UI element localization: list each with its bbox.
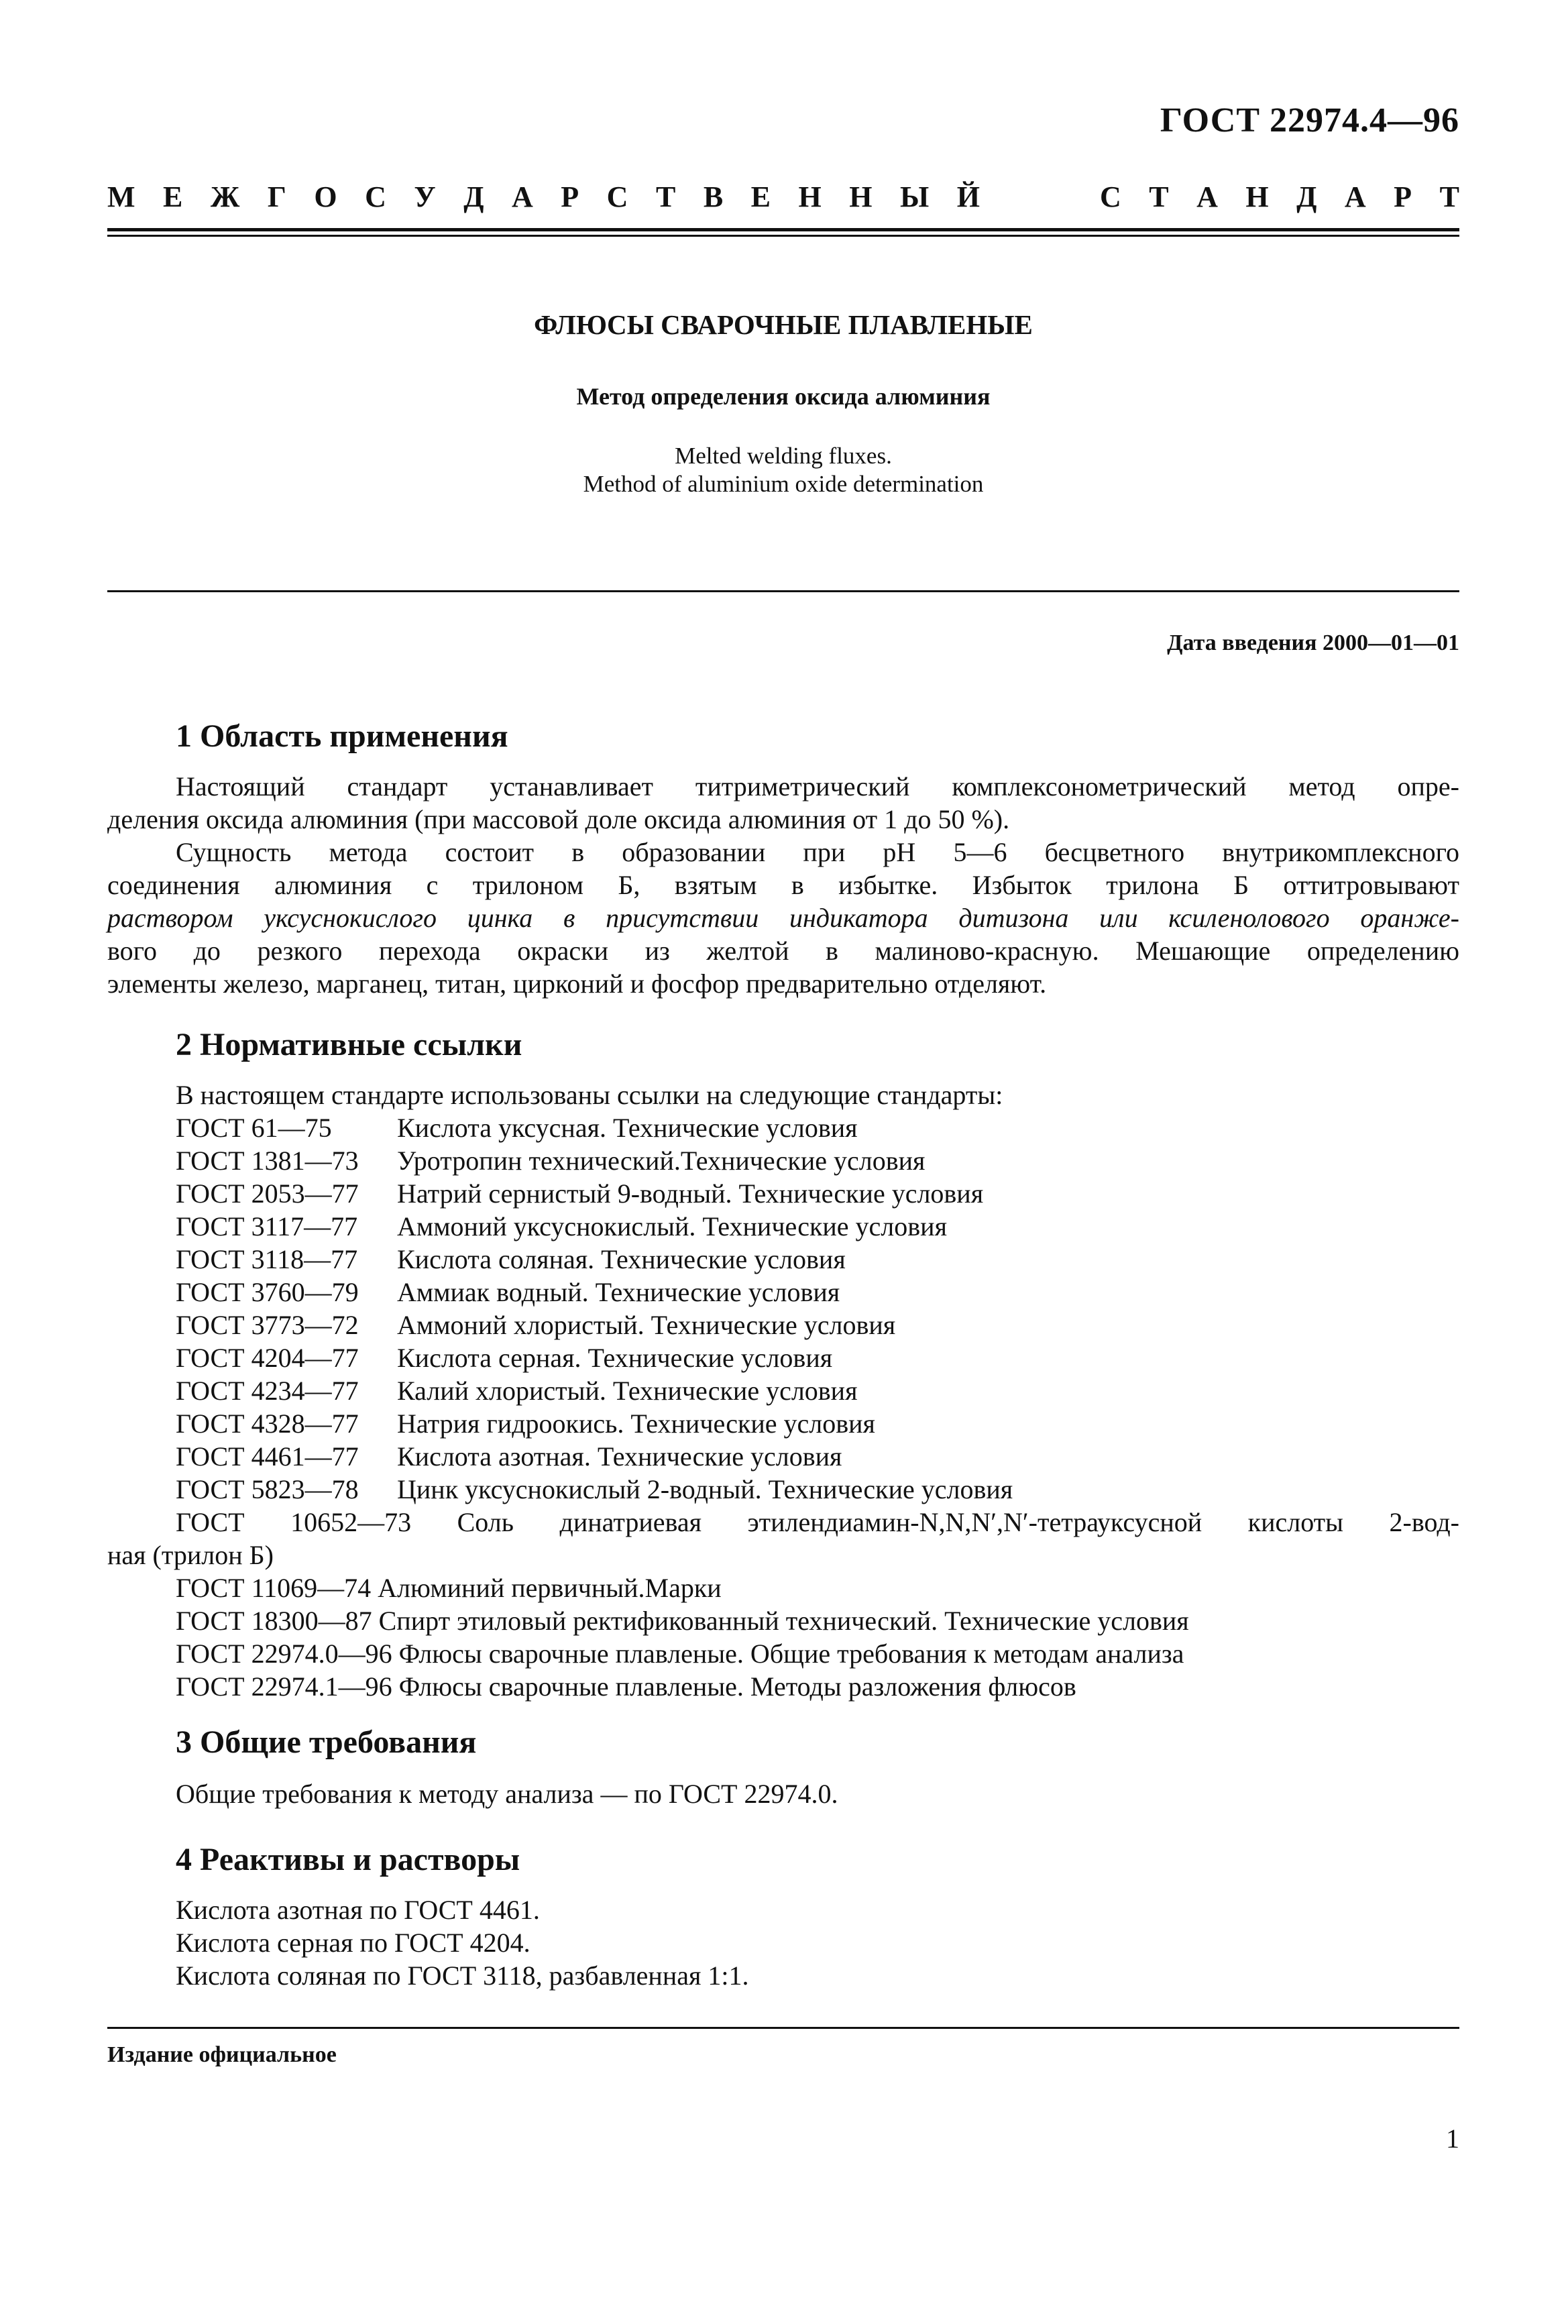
reference-item: ГОСТ 22974.0—96 Флюсы сварочные плавленые. Общие требования к методам анализа — [176, 1639, 1184, 1669]
section-2-title: 2 Нормативные ссылки — [176, 1027, 522, 1062]
reference-title: Калий хлористый. Технические условия — [397, 1376, 858, 1406]
reference-item — [176, 1440, 842, 1473]
heading-letter: С — [365, 180, 386, 213]
reference-title: Кислота серная. Технические условия — [397, 1343, 833, 1373]
reference-title: Цинк уксуснокислый 2-водный. Технические условия — [397, 1474, 1013, 1504]
title-rule — [107, 590, 1459, 592]
reference-item: ГОСТ 11069—74 Алюминий первичный.Марки — [176, 1573, 722, 1603]
page-number: 1 — [1446, 2123, 1459, 2154]
reference-title: Уротропин технический.Технические условия — [397, 1146, 926, 1176]
reference-title: Кислота азотная. Технические условия — [397, 1441, 842, 1472]
section-1-p2-line4: вого до резкого перехода окраски из желтой в малиново-красную. Мешающие определению — [107, 936, 1459, 966]
reference-code: ГОСТ 4204—77 — [176, 1343, 359, 1373]
reference-code: ГОСТ 3760—79 — [176, 1277, 359, 1307]
reference-long-line1: ГОСТ 10652—73 Соль динатриевая этилендиамин-N,N,N′,N′-тетрауксусной кислоты 2-вод- — [176, 1507, 1459, 1537]
reference-code: ГОСТ 3117—77 — [176, 1211, 358, 1241]
document-title: ФЛЮСЫ СВАРОЧНЫЕ ПЛАВЛЕНЫЕ — [534, 309, 1033, 340]
heading-letter: Ж — [210, 180, 240, 213]
introduction-date: Дата введения 2000—01—01 — [1167, 630, 1459, 655]
english-title-line2: Method of aluminium oxide determination — [583, 471, 984, 497]
reference-title: Аммоний уксуснокислый. Технические условия — [397, 1211, 947, 1241]
section-3-text: Общие требования к методу анализа — по ГОСТ 22974.0. — [176, 1779, 838, 1809]
header-rule-thick — [107, 228, 1459, 231]
heading-letter: В — [703, 180, 724, 213]
reagent-item: Кислота серная по ГОСТ 4204. — [176, 1928, 530, 1958]
heading-letter: Н — [1245, 180, 1269, 213]
heading-letter: Д — [1296, 180, 1317, 213]
section-3-title: 3 Общие требования — [176, 1724, 477, 1760]
reference-item — [176, 1144, 925, 1177]
heading-letter: О — [314, 180, 337, 213]
section-1-p1-line1: Настоящий стандарт устанавливает титриметрический комплексонометрический метод опре- — [176, 771, 1459, 801]
reference-item — [176, 1407, 875, 1440]
section-1-p2-line3: раствором уксуснокислого цинка в присутствии индикатора дитизона или ксиленолового оранже- — [107, 903, 1459, 933]
reference-long-line2: ная (трилон Б) — [107, 1540, 274, 1570]
section-1-p2-line1: Сущность метода состоит в образовании при рН 5—6 бесцветного внутрикомплексного — [176, 837, 1459, 867]
section-2-intro: В настоящем стандарте использованы ссылки на следующие стандарты: — [176, 1080, 1003, 1110]
reference-item — [176, 1309, 895, 1341]
reference-title: Кислота уксусная. Технические условия — [397, 1113, 858, 1143]
reference-code: ГОСТ 3118—77 — [176, 1244, 358, 1274]
reference-code: ГОСТ 4234—77 — [176, 1376, 359, 1406]
heading-letter: У — [414, 180, 436, 213]
header-rule-thin — [107, 235, 1459, 237]
heading-letter: Ы — [900, 180, 930, 213]
english-title-line1: Melted welding fluxes. — [675, 443, 892, 469]
footer-rule-full — [107, 2027, 1459, 2029]
section-1-title: 1 Область применения — [176, 718, 508, 754]
reference-code: ГОСТ 2053—77 — [176, 1178, 359, 1209]
reagent-item: Кислота соляная по ГОСТ 3118, разбавленная 1:1. — [176, 1960, 749, 1991]
gost-number: ГОСТ 22974.4—96 — [1160, 101, 1459, 140]
section-1-p2-line2: соединения алюминия с трилоном Б, взятым в избытке. Избыток трилона Б оттитровывают — [107, 870, 1459, 900]
document-subtitle: Метод определения оксида алюминия — [576, 383, 991, 410]
reference-title: Натрий сернистый 9-водный. Технические условия — [397, 1178, 984, 1209]
reference-item: ГОСТ 18300—87 Спирт этиловый ректификованный технический. Технические условия — [176, 1606, 1189, 1636]
section-1-p1-line2: деления оксида алюминия (при массовой доле оксида алюминия от 1 до 50 %). — [107, 804, 1010, 834]
reference-code: ГОСТ 5823—78 — [176, 1474, 359, 1504]
heading-letter: Т — [1149, 180, 1169, 213]
heading-letter: А — [512, 180, 533, 213]
heading-letter: Й — [956, 180, 980, 213]
heading-letter: Р — [561, 180, 579, 213]
heading-letter: Н — [849, 180, 873, 213]
reference-item — [176, 1111, 858, 1144]
heading-letter: А — [1344, 180, 1366, 213]
reference-item — [176, 1177, 983, 1210]
heading-letter: Т — [655, 180, 676, 213]
reference-code: ГОСТ 1381—73 — [176, 1146, 359, 1176]
reference-item — [176, 1243, 846, 1276]
reference-item — [176, 1341, 832, 1374]
edition-label: Издание официальное — [107, 2042, 337, 2067]
section-1-p2-line5: элементы железо, марганец, титан, цирконий и фосфор предварительно отделяют. — [107, 969, 1047, 999]
reference-code: ГОСТ 61—75 — [176, 1113, 332, 1143]
reference-title: Аммоний хлористый. Технические условия — [397, 1310, 896, 1340]
heading-letter: С — [606, 180, 628, 213]
reference-code: ГОСТ 3773—72 — [176, 1310, 359, 1340]
interstate-standard-heading — [107, 180, 1459, 214]
reference-title: Натрия гидроокись. Технические условия — [397, 1408, 875, 1439]
heading-letter: Г — [267, 180, 286, 213]
heading-letter: Д — [463, 180, 484, 213]
section-4-title: 4 Реактивы и растворы — [176, 1842, 520, 1877]
heading-letter: Р — [1394, 180, 1412, 213]
reference-title: Аммиак водный. Технические условия — [397, 1277, 840, 1307]
heading-word-gap — [1007, 180, 1072, 214]
heading-letter: Е — [750, 180, 771, 213]
heading-letter: Н — [798, 180, 822, 213]
reference-code: ГОСТ 4328—77 — [176, 1408, 359, 1439]
reference-item — [176, 1276, 840, 1309]
heading-letter: А — [1196, 180, 1218, 213]
reference-title: Кислота соляная. Технические условия — [397, 1244, 846, 1274]
reference-code: ГОСТ 4461—77 — [176, 1441, 359, 1472]
reference-item — [176, 1473, 1013, 1506]
reagent-item: Кислота азотная по ГОСТ 4461. — [176, 1895, 540, 1925]
heading-letter: Е — [163, 180, 183, 213]
reference-item — [176, 1374, 857, 1407]
reference-item: ГОСТ 22974.1—96 Флюсы сварочные плавленые. Методы разложения флюсов — [176, 1671, 1076, 1702]
heading-letter: М — [107, 180, 135, 213]
reference-item — [176, 1210, 947, 1243]
heading-letter: Т — [1439, 180, 1459, 213]
heading-letter: С — [1099, 180, 1121, 213]
